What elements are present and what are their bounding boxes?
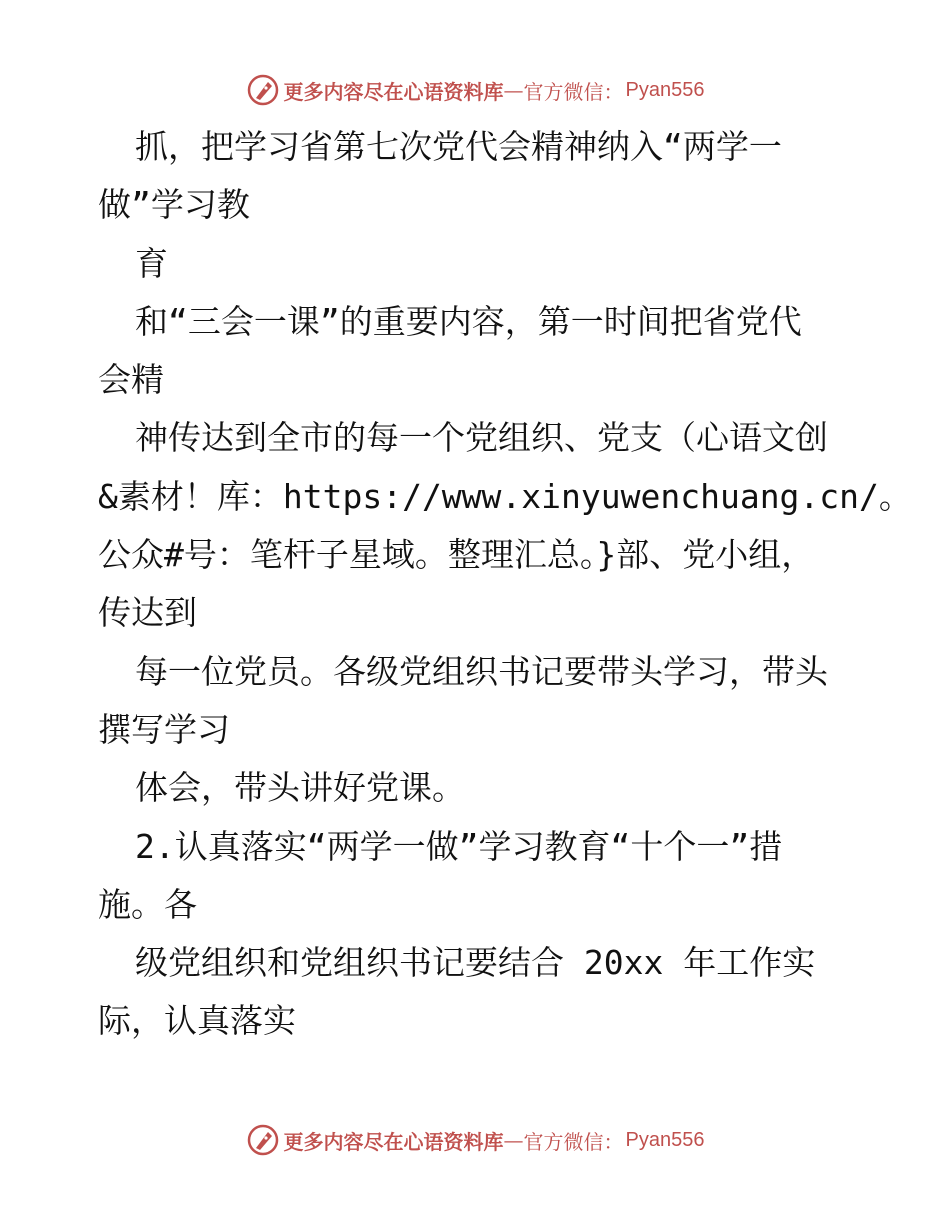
body-text	[98, 118, 912, 1051]
watermark-dash: —	[503, 78, 524, 102]
text-line: 级党组织和党组织书记要结合 20xx 年工作实	[135, 943, 816, 983]
text-line: 际，认真落实	[98, 1001, 296, 1041]
text-line: 撰写学习	[98, 709, 230, 749]
text-line: 公众#号：笔杆子星域。整理汇总。}部、党小组，	[98, 535, 815, 575]
text-line: 和“三会一课”的重要内容，第一时间把省党代	[135, 301, 802, 341]
pen-nib-logo-icon	[246, 73, 280, 107]
watermark-sub-text: 官方微信：	[523, 79, 624, 104]
watermark-dash: —	[503, 1128, 524, 1152]
text-line: 神传达到全市的每一个党组织、党支（心语文创	[135, 418, 828, 458]
text-line: 每一位党员。各级党组织书记要带头学习，带头	[135, 651, 828, 691]
text-line: 抓，把学习省第七次党代会精神纳入“两学一	[135, 127, 782, 166]
text-line: 做”学习教	[98, 185, 250, 225]
watermark-main-text: 更多内容尽在心语资料库	[283, 1129, 504, 1154]
text-line: 会精	[98, 360, 164, 400]
watermark-main-text: 更多内容尽在心语资料库	[283, 79, 504, 104]
watermark-account: Pyan556	[625, 78, 705, 101]
pen-nib-logo-icon	[246, 1123, 280, 1157]
text-line: 2.认真落实“两学一做”学习教育“十个一”措	[135, 826, 783, 866]
text-line: 体会，带头讲好党课。	[135, 768, 465, 808]
watermark-footer	[0, 1120, 950, 1160]
text-line: 育	[135, 243, 168, 283]
watermark-header	[0, 70, 950, 110]
watermark-sub-text: 官方微信：	[523, 1129, 624, 1154]
text-line: &素材！库：https://www.xinyuwenchuang.cn/。	[98, 476, 912, 516]
text-line: 传达到	[98, 593, 197, 633]
text-line: 施。各	[98, 884, 197, 924]
watermark-account: Pyan556	[625, 1128, 705, 1151]
